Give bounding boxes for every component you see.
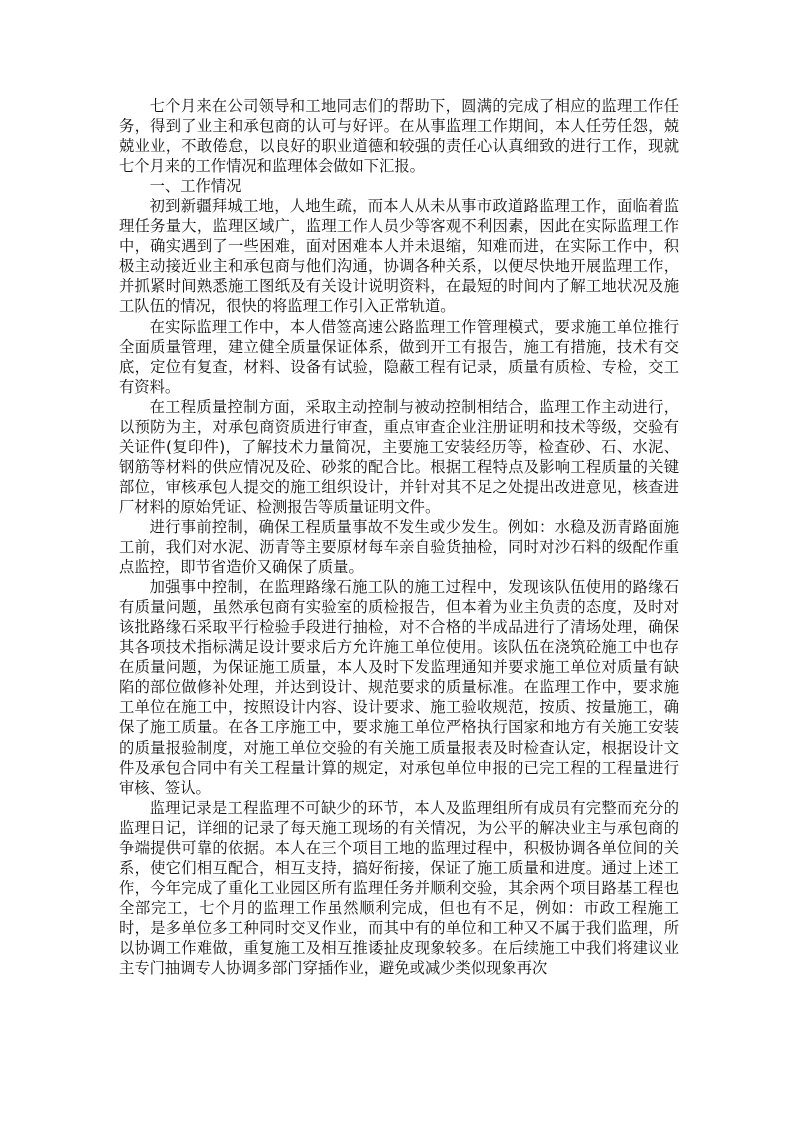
document-body (119, 96, 679, 978)
paragraph-management-mode: 在实际监理工作中，本人借签高速公路监理工作管理模式，要求施工单位推行全面质量管理，建立健全质量保证体系，做到开工有报告，施工有措施，技术有交底，定位有复查，材料、设备有试验，隐蔽工程有记录，质量有质检、专检，交工有资料。 (119, 317, 679, 396)
paragraph-arrival: 初到新疆拜城工地，人地生疏，而本人从未从事市政道路监理工作，面临着监理任务量大，监理区域广，监理工作人员少等客观不利因素，因此在实际监理工作中，确实遇到了一些困难，面对困难本人并未退缩，知难而进，在实际工作中，积极主动接近业主和承包商与他们沟通，协调各种关系，以便尽快地开展监理工作，并抓紧时间熟悉施工图纸及有关设计说明资料，在最短的时间内了解工地状况及施工队伍的情况，很快的将监理工作引入正常轨道。 (119, 197, 679, 316)
paragraph-intro: 七个月来在公司领导和工地同志们的帮助下，圆满的完成了相应的监理工作任务，得到了业主和承包商的认可与好评。在从事监理工作期间，本人任劳任怨，兢兢业业，不敢倦怠，以良好的职业道德和较强的责任心认真细致的进行工作，现就七个月来的工作情况和监理体会做如下汇报。 (119, 97, 679, 176)
paragraph-quality-control: 在工程质量控制方面，采取主动控制与被动控制相结合，监理工作主动进行，以预防为主，对承包商资质进行审查，重点审查企业注册证明和技术等级，交验有关证件(复印件)，了解技术力量简况，主要施工安装经历等，检查砂、石、水泥、钢筋等材料的供应情况及砼、砂浆的配合比。根据工程特点及影响工程质量的关键部位，审核承包人提交的施工组织设计，并针对其不足之处提出改进意见，核查进厂材料的原始凭证、检测报告等质量证明文件。 (119, 397, 679, 516)
paragraph-in-process-control: 加强事中控制，在监理路缘石施工队的施工过程中，发现该队伍使用的路缘石有质量问题，虽然承包商有实验室的质检报告，但本着为业主负责的态度，及时对该批路缘石采取平行检验手段进行抽检，对不合格的半成品进行了清场处理，确保其各项技术指标满足设计要求后方允许施工单位使用。该队伍在浇筑砼施工中也存在质量问题，为保证施工质量，本人及时下发监理通知并要求施工单位对质量有缺陷的部位做修补处理，并达到设计、规范要求的质量标准。在监理工作中，要求施工单位在施工中，按照设计内容、设计要求、施工验收规范，按质、按量施工，确保了施工质量。在各工序施工中，要求施工单位严格执行国家和地方有关施工安装的质量报验制度，对施工单位交验的有关施工质量报表及时检查认定，根据设计文件及承包合同中有关工程量计算的规定，对承包单位申报的已完工程的工程量进行审核、签认。 (119, 578, 679, 797)
paragraph-pre-control: 进行事前控制，确保工程质量事故不发生或少发生。例如：水稳及沥青路面施工前，我们对水泥、沥青等主要原材每车亲自验货抽检，同时对沙石料的级配作重点监控，即节省造价又确保了质量。 (119, 517, 679, 577)
section-heading-work-status: 一、工作情况 (149, 177, 242, 196)
paragraph-supervision-records: 监理记录是工程监理不可缺少的环节，本人及监理组所有成员有完整而充分的监理日记，详细的记录了每天施工现场的有关情况，为公平的解决业主与承包商的争端提供可靠的依据。本人在三个项目工地的监理过程中，积极协调各单位间的关系，使它们相互配合，相互支持，搞好衔接，保证了施工质量和进度。通过上述工作，今年完成了重化工业园区所有监理任务并顺利交验，其余两个项目路基工程也全部完工，七个月的监理工作虽然顺利完成，但也有不足，例如：市政工程施工时，是多单位多工种同时交叉作业，而其中有的单位和工种又不属于我们监理，所以协调工作难做，重复施工及相互推诿扯皮现象较多。在后续施工中我们将建议业主专门抽调专人协调多部门穿插作业，避免或减少类似现象再次 (119, 798, 679, 978)
